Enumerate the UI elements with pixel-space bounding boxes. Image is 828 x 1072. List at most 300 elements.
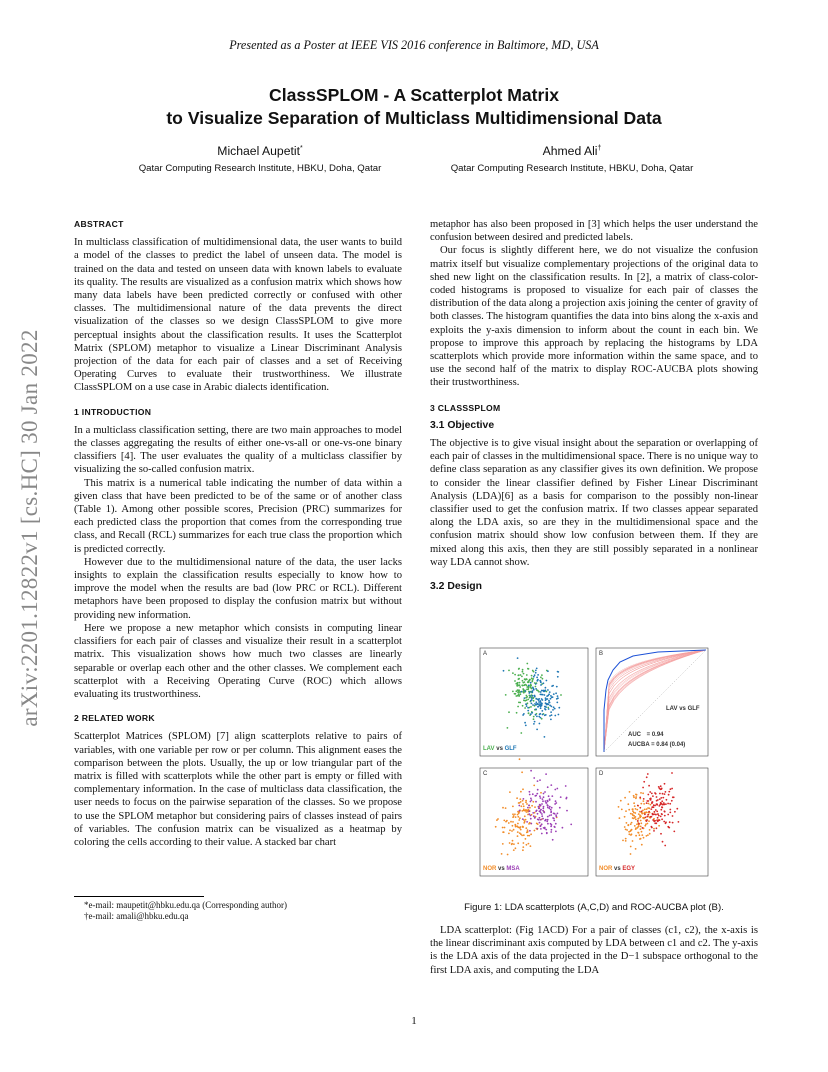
scatter-point bbox=[543, 806, 545, 808]
scatter-point bbox=[550, 823, 552, 825]
scatter-point bbox=[524, 707, 526, 709]
scatter-point bbox=[530, 833, 532, 835]
scatter-point bbox=[640, 792, 642, 794]
scatter-point bbox=[658, 825, 660, 827]
scatter-point bbox=[522, 803, 524, 805]
scatter-point bbox=[523, 834, 525, 836]
scatter-point bbox=[501, 853, 503, 855]
scatter-point bbox=[519, 810, 521, 812]
scatter-point bbox=[666, 799, 668, 801]
scatter-point bbox=[517, 657, 519, 659]
scatter-point bbox=[546, 680, 548, 682]
scatter-point bbox=[526, 663, 528, 665]
scatter-point bbox=[518, 702, 520, 704]
scatter-point bbox=[528, 810, 530, 812]
scatter-point bbox=[626, 822, 628, 824]
scatter-point bbox=[649, 791, 651, 793]
scatter-point bbox=[530, 823, 532, 825]
scatter-point bbox=[541, 690, 543, 692]
scatter-point bbox=[635, 848, 637, 850]
scatter-point bbox=[541, 803, 543, 805]
scatter-point bbox=[637, 818, 639, 820]
scatter-point bbox=[558, 714, 560, 716]
scatter-point bbox=[525, 725, 527, 727]
panel-a-letter: A bbox=[483, 651, 488, 657]
scatter-point bbox=[547, 801, 549, 803]
scatter-point bbox=[628, 833, 630, 835]
scatter-point bbox=[536, 810, 538, 812]
panel-a-label bbox=[483, 746, 517, 752]
author-2 bbox=[412, 144, 732, 174]
scatter-point bbox=[652, 795, 654, 797]
scatter-point bbox=[540, 684, 542, 686]
scatter-point bbox=[536, 677, 538, 679]
scatter-point bbox=[635, 808, 637, 810]
author-1 bbox=[100, 144, 420, 174]
scatter-point bbox=[550, 698, 552, 700]
scatter-point bbox=[532, 793, 534, 795]
scatter-point bbox=[645, 817, 647, 819]
scatter-point bbox=[664, 815, 666, 817]
scatter-point bbox=[649, 798, 651, 800]
panel-d-letter: D bbox=[599, 771, 604, 777]
scatter-point bbox=[537, 813, 539, 815]
scatter-point bbox=[532, 704, 534, 706]
scatter-point bbox=[507, 727, 509, 729]
scatter-point bbox=[637, 805, 639, 807]
sec1-paragraph-4: Here we propose a new metaphor which consists in computing linear classifiers for each pair of classes and visualize their result in a scatterplot matrix. This visualization shows how much two classes are linearly separable or overlap each other and the other classes. We complement each scatterplot with a Receiving Operating Curve (ROC) which allows evaluating its trustworthiness. bbox=[74, 622, 402, 700]
scatter-point bbox=[515, 826, 517, 828]
scatter-point bbox=[514, 693, 516, 695]
scatter-point bbox=[514, 674, 516, 676]
right-column bbox=[430, 218, 758, 593]
scatter-point bbox=[519, 832, 521, 834]
scatter-point bbox=[640, 815, 642, 817]
footnote-2: †e-mail: amali@hbku.edu.qa bbox=[84, 911, 189, 921]
abstract-text: In multiclass classification of multidimensional data, the user wants to build a model of the classes to predict the label of unseen data. The model is trained on the data and tested on unseen data with known labels to evaluate its quality. The results are visualized as a confusion matrix which shows how many data labels have been predicted correctly or confused with other classes. The multidimensional nature of the data prevents the direct visualization of the classes so we design ClassSPLOM to give more perceptual insights about the classification results. It uses the Scatterplot Matrix (SPLOM) metaphor to visualize a Linear Discriminant Analysis projection of the data for each pair of classes and a set of Receiving Operating Curves to evaluate their trustworthiness. We illustrate ClassSPLOM on a use case in Arabic dialects identification. bbox=[74, 237, 402, 394]
scatter-point bbox=[522, 818, 524, 820]
scatter-point bbox=[543, 793, 545, 795]
scatter-point bbox=[520, 805, 522, 807]
scatter-point bbox=[519, 798, 521, 800]
scatter-point bbox=[540, 828, 542, 830]
scatter-point bbox=[633, 818, 635, 820]
scatter-point bbox=[536, 698, 538, 700]
scatter-point bbox=[634, 805, 636, 807]
scatter-point bbox=[547, 816, 549, 818]
scatter-point bbox=[524, 697, 526, 699]
scatter-point bbox=[517, 826, 519, 828]
scatter-point bbox=[559, 807, 561, 809]
scatter-point bbox=[650, 816, 652, 818]
scatter-point bbox=[540, 792, 542, 794]
panel-c bbox=[480, 758, 588, 876]
scatter-point bbox=[529, 807, 531, 809]
scatter-point bbox=[535, 670, 537, 672]
scatter-point bbox=[542, 678, 544, 680]
scatter-point bbox=[531, 697, 533, 699]
scatter-point bbox=[654, 822, 656, 824]
scatter-point bbox=[640, 826, 642, 828]
scatter-point bbox=[523, 805, 525, 807]
scatter-point bbox=[521, 771, 523, 773]
scatter-point bbox=[544, 694, 546, 696]
scatter-point bbox=[619, 817, 621, 819]
scatter-point bbox=[668, 794, 670, 796]
scatter-point bbox=[529, 791, 531, 793]
scatter-point bbox=[518, 695, 520, 697]
scatter-point bbox=[552, 817, 554, 819]
scatter-point bbox=[635, 794, 637, 796]
lda-paragraph-block bbox=[430, 924, 758, 977]
scatter-point bbox=[512, 672, 514, 674]
scatter-point bbox=[665, 822, 667, 824]
scatter-point bbox=[503, 820, 505, 822]
scatter-point bbox=[510, 821, 512, 823]
scatter-point bbox=[648, 807, 650, 809]
scatter-point bbox=[548, 700, 550, 702]
scatter-point bbox=[646, 776, 648, 778]
scatter-point bbox=[532, 695, 534, 697]
scatter-point bbox=[653, 828, 655, 830]
scatter-point bbox=[531, 688, 533, 690]
scatter-point bbox=[547, 689, 549, 691]
scatter-point bbox=[512, 691, 514, 693]
scatter-point bbox=[540, 681, 542, 683]
scatter-point bbox=[628, 831, 630, 833]
scatter-point bbox=[656, 796, 658, 798]
scatter-point bbox=[544, 706, 546, 708]
scatter-point bbox=[551, 829, 553, 831]
scatter-point bbox=[530, 685, 532, 687]
scatter-point bbox=[536, 793, 538, 795]
scatter-point bbox=[562, 827, 564, 829]
title-line-1: ClassSPLOM - A Scatterplot Matrix bbox=[268, 85, 560, 105]
scatter-point bbox=[669, 821, 671, 823]
scatter-point bbox=[535, 714, 537, 716]
scatter-point bbox=[504, 827, 506, 829]
scatter-point bbox=[630, 823, 632, 825]
scatter-point bbox=[669, 809, 671, 811]
scatter-point bbox=[522, 826, 524, 828]
scatter-point bbox=[656, 803, 658, 805]
scatter-point bbox=[535, 672, 537, 674]
scatter-point bbox=[549, 815, 551, 817]
scatter-point bbox=[518, 693, 520, 695]
scatter-point bbox=[639, 834, 641, 836]
author-2-mark: † bbox=[597, 144, 602, 152]
scatter-point bbox=[646, 802, 648, 804]
scatter-point bbox=[523, 692, 525, 694]
scatter-point bbox=[540, 691, 542, 693]
scatter-point bbox=[656, 827, 658, 829]
scatter-point bbox=[667, 826, 669, 828]
scatter-point bbox=[530, 770, 532, 772]
scatter-point bbox=[627, 803, 629, 805]
scatter-point bbox=[547, 819, 549, 821]
scatter-point bbox=[522, 788, 524, 790]
scatter-point bbox=[636, 809, 638, 811]
scatter-point bbox=[517, 675, 519, 677]
scatter-point bbox=[554, 826, 556, 828]
scatter-point bbox=[508, 822, 510, 824]
scatter-point bbox=[523, 673, 525, 675]
scatter-point bbox=[543, 827, 545, 829]
author-2-affiliation: Qatar Computing Research Institute, HBKU, Doha, Qatar bbox=[450, 163, 694, 174]
scatter-point bbox=[556, 686, 558, 688]
scatter-point bbox=[539, 723, 541, 725]
scatter-point bbox=[532, 679, 534, 681]
scatter-point bbox=[530, 818, 532, 820]
scatter-point bbox=[515, 847, 517, 849]
scatter-point bbox=[636, 823, 638, 825]
scatter-point bbox=[549, 691, 551, 693]
scatter-point bbox=[528, 843, 530, 845]
scatter-point bbox=[524, 722, 526, 724]
scatter-point bbox=[525, 809, 527, 811]
scatter-point bbox=[541, 710, 543, 712]
scatter-point bbox=[526, 674, 528, 676]
scatter-point bbox=[518, 812, 520, 814]
scatter-point bbox=[517, 835, 519, 837]
scatter-point bbox=[537, 690, 539, 692]
scatter-point bbox=[529, 830, 531, 832]
scatter-point bbox=[557, 697, 559, 699]
scatter-point bbox=[508, 711, 510, 713]
scatter-point bbox=[633, 802, 635, 804]
scatter-point bbox=[528, 680, 530, 682]
scatter-point bbox=[664, 793, 666, 795]
right-paragraph-2: Our focus is slightly different here, we do not visualize the confusion matrix itself but visualize complementary projections of the original data to shed new light on the classification results. In [2], a matrix of class-color-coded histograms is proposed to visualize for each pair of classes the distribution of the data along a projection axis joining the center of gravity of both classes. The histogram quantifies the data into bins along the x-axis and exploits the y-axis dimension to inform about the count in each bin. We propose to improve this approach by replacing the histograms by LDA scatterplots which provide more information within the same space, and to use the second half of the matrix to display ROC-AUCBA plots showing their trustworthiness. bbox=[430, 245, 758, 389]
figure-1 bbox=[468, 640, 718, 890]
scatter-point bbox=[640, 803, 642, 805]
scatter-point bbox=[550, 719, 552, 721]
scatter-point bbox=[659, 793, 661, 795]
scatter-point bbox=[541, 833, 543, 835]
scatter-point bbox=[644, 813, 646, 815]
scatter-point bbox=[650, 808, 652, 810]
scatter-point bbox=[550, 811, 552, 813]
scatter-point bbox=[533, 700, 535, 702]
scatter-point bbox=[551, 685, 553, 687]
scatter-point bbox=[524, 815, 526, 817]
scatter-point bbox=[650, 804, 652, 806]
scatter-point bbox=[555, 802, 557, 804]
scatter-point bbox=[527, 710, 529, 712]
scatter-point bbox=[517, 842, 519, 844]
scatter-point bbox=[522, 705, 524, 707]
scatter-point bbox=[641, 834, 643, 836]
scatter-point bbox=[534, 817, 536, 819]
scatter-point bbox=[513, 829, 515, 831]
scatter-point bbox=[531, 799, 533, 801]
scatter-point bbox=[520, 791, 522, 793]
scatter-point bbox=[625, 829, 627, 831]
scatter-point bbox=[664, 804, 666, 806]
scatter-point bbox=[545, 819, 547, 821]
scatter-point bbox=[635, 816, 637, 818]
scatter-point bbox=[512, 825, 514, 827]
scatter-point bbox=[664, 845, 666, 847]
scatter-point bbox=[536, 716, 538, 718]
scatter-point bbox=[551, 807, 553, 809]
scatter-point bbox=[539, 704, 541, 706]
scatter-point bbox=[522, 849, 524, 851]
scatter-point bbox=[630, 853, 632, 855]
section-1-heading: 1 INTRODUCTION bbox=[74, 406, 152, 417]
scatter-point bbox=[627, 824, 629, 826]
scatter-point bbox=[506, 820, 508, 822]
arxiv-stamp: arXiv:2201.12822v1 [cs.HC] 30 Jan 2022 bbox=[17, 329, 42, 727]
scatter-point bbox=[671, 800, 673, 802]
scatter-point bbox=[660, 809, 662, 811]
scatter-point bbox=[634, 825, 636, 827]
scatter-point bbox=[550, 831, 552, 833]
scatter-point bbox=[537, 703, 539, 705]
scatter-point bbox=[635, 827, 637, 829]
section-2-heading: 2 RELATED WORK bbox=[74, 713, 155, 724]
scatter-point bbox=[533, 716, 535, 718]
author-1-affiliation: Qatar Computing Research Institute, HBKU, Doha, Qatar bbox=[138, 163, 382, 174]
scatter-point bbox=[555, 816, 557, 818]
scatter-point bbox=[495, 826, 497, 828]
scatter-point bbox=[527, 807, 529, 809]
scatter-point bbox=[654, 805, 656, 807]
scatter-point bbox=[647, 773, 649, 775]
scatter-point bbox=[628, 809, 630, 811]
scatter-point bbox=[550, 809, 552, 811]
scatter-point bbox=[654, 811, 656, 813]
scatter-point bbox=[646, 816, 648, 818]
scatter-point bbox=[630, 813, 632, 815]
scatter-point bbox=[526, 844, 528, 846]
scatter-point bbox=[553, 693, 555, 695]
paper-title bbox=[0, 84, 828, 130]
page-number: 1 bbox=[411, 1015, 417, 1027]
scatter-point bbox=[516, 712, 518, 714]
scatter-point bbox=[624, 826, 626, 828]
scatter-point bbox=[540, 819, 542, 821]
scatter-point bbox=[618, 806, 620, 808]
scatter-point bbox=[643, 837, 645, 839]
scatter-point bbox=[546, 821, 548, 823]
scatter-point bbox=[678, 821, 680, 823]
scatter-point bbox=[531, 703, 533, 705]
scatter-point bbox=[553, 706, 555, 708]
scatter-point bbox=[556, 702, 558, 704]
scatter-point bbox=[528, 823, 530, 825]
scatter-point bbox=[545, 687, 547, 689]
scatter-point bbox=[560, 796, 562, 798]
scatter-point bbox=[509, 829, 511, 831]
scatter-point bbox=[535, 708, 537, 710]
scatter-point bbox=[512, 840, 514, 842]
scatter-point bbox=[534, 806, 536, 808]
scatter-point bbox=[513, 843, 515, 845]
scatter-point bbox=[517, 823, 519, 825]
scatter-point bbox=[555, 823, 557, 825]
scatter-point bbox=[639, 797, 641, 799]
scatter-point bbox=[538, 806, 540, 808]
scatter-point bbox=[520, 829, 522, 831]
scatter-point bbox=[656, 811, 658, 813]
scatter-point bbox=[517, 690, 519, 692]
scatter-point bbox=[624, 816, 626, 818]
sec1-paragraph-1: In a multiclass classification setting, there are two main approaches to model the classes aggregating the results of either one-vs-all or one-vs-one binary classifiers [4]. The user evaluates the quality of a multiclass classifier by visualizing the so-called confusion matrix. bbox=[74, 424, 402, 476]
scatter-point bbox=[655, 814, 657, 816]
scatter-point bbox=[545, 714, 547, 716]
scatter-point bbox=[523, 798, 525, 800]
scatter-point bbox=[520, 674, 522, 676]
footnote-rule bbox=[74, 896, 204, 897]
scatter-point bbox=[547, 823, 549, 825]
scatter-point bbox=[635, 819, 637, 821]
scatter-point bbox=[555, 692, 557, 694]
scatter-point bbox=[530, 700, 532, 702]
scatter-point bbox=[511, 843, 513, 845]
scatter-point bbox=[647, 823, 649, 825]
scatter-point bbox=[542, 810, 544, 812]
scatter-point bbox=[661, 788, 663, 790]
scatter-point bbox=[625, 840, 627, 842]
scatter-point bbox=[518, 819, 520, 821]
scatter-point bbox=[554, 789, 556, 791]
scatter-point bbox=[550, 711, 552, 713]
scatter-point bbox=[550, 814, 552, 816]
scatter-point bbox=[547, 786, 549, 788]
scatter-point bbox=[527, 707, 529, 709]
scatter-point bbox=[539, 825, 541, 827]
author-1-mark: * bbox=[299, 144, 303, 152]
scatter-point bbox=[558, 707, 560, 709]
scatter-point bbox=[620, 800, 622, 802]
scatter-point bbox=[525, 801, 527, 803]
scatter-point bbox=[548, 795, 550, 797]
scatter-point bbox=[649, 833, 651, 835]
scatter-point bbox=[509, 791, 511, 793]
scatter-point bbox=[536, 680, 538, 682]
scatter-point bbox=[669, 812, 671, 814]
scatter-point bbox=[535, 688, 537, 690]
scatter-point bbox=[509, 842, 511, 844]
scatter-point bbox=[639, 807, 641, 809]
scatter-point bbox=[518, 805, 520, 807]
scatter-point bbox=[662, 793, 664, 795]
scatter-point bbox=[657, 817, 659, 819]
scatter-point bbox=[557, 676, 559, 678]
scatter-point bbox=[630, 846, 632, 848]
scatter-point bbox=[527, 668, 529, 670]
scatter-point bbox=[542, 818, 544, 820]
scatter-point bbox=[641, 811, 643, 813]
scatter-point bbox=[518, 685, 520, 687]
scatter-point bbox=[531, 691, 533, 693]
panel-c-letter: C bbox=[483, 771, 488, 777]
panel-d bbox=[596, 768, 708, 876]
scatter-point bbox=[549, 806, 551, 808]
scatter-point bbox=[537, 823, 539, 825]
scatter-point bbox=[625, 838, 627, 840]
scatter-point bbox=[514, 680, 516, 682]
scatter-point bbox=[541, 698, 543, 700]
scatter-point bbox=[516, 685, 518, 687]
scatter-point bbox=[502, 807, 504, 809]
scatter-point bbox=[629, 791, 631, 793]
scatter-point bbox=[542, 808, 544, 810]
scatter-point bbox=[545, 773, 547, 775]
scatter-point bbox=[531, 805, 533, 807]
scatter-point bbox=[534, 830, 536, 832]
